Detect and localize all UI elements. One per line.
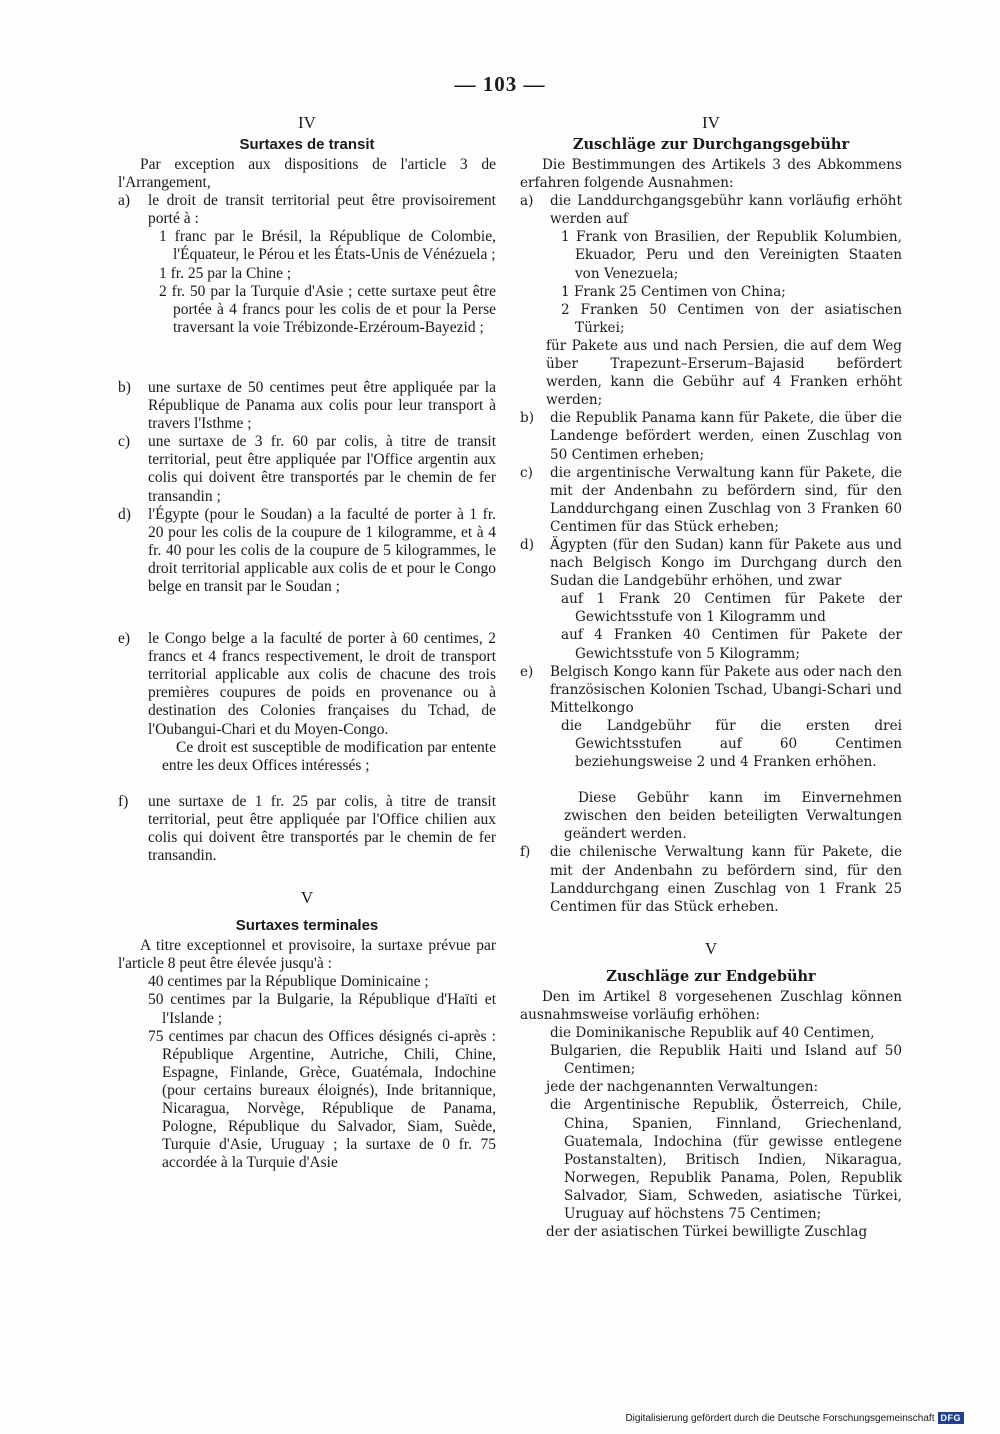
sub-item-note: für Pakete aus und nach Persien, die auf dem Weg über Trapezunt–Erserum–Bajasid befördert werden, kann die Gebühr auf 4 Franken erhöht werden; — [546, 337, 902, 409]
item-label: f) — [118, 792, 129, 810]
item-text: die chilenische Verwaltung kann für Pakete, die mit der Andenbahn zu befördern sind, für den Landdurchgang einen Zuschlag von 1 Frank 25 Centimen für das Stück erheben. — [550, 844, 902, 915]
terminal-line: 40 centimes par la République Dominicaine ; — [148, 973, 429, 991]
item-label: a) — [520, 193, 534, 210]
sub-item: 1 Frank 25 Centimen von China; — [561, 283, 786, 300]
dfg-logo-icon: DFG — [938, 1412, 965, 1424]
section-heading: Zuschläge zur Durchgangsgebühr — [572, 136, 850, 153]
item-label: b) — [118, 378, 131, 396]
sub-item: auf 1 Frank 20 Centimen für Pakete der Gewichtsstufe von 1 Kilogramm und — [561, 591, 902, 626]
item-text: die Republik Panama kann für Pakete, die über die Landenge befördert werden, einen Zuschlag von 50 Centimen erheben; — [550, 410, 902, 463]
item-text: Belgisch Kongo kann für Pakete aus oder nach den französischen Kolonien Tschad, Ubangi-Schari und Mittelkongo — [550, 663, 902, 716]
item-text: Ägypten (für den Sudan) kann für Pakete aus und nach Belgisch Kongo im Durchgang durch den Sudan die Landgebühr erhöhen, und zwar — [550, 536, 902, 590]
list-item-c — [520, 464, 902, 536]
terminal-line: die Dominikanische Republik auf 40 Centimen, — [550, 1025, 875, 1042]
section-numeral: IV — [702, 113, 720, 132]
item-label: a) — [118, 192, 131, 210]
credit-text: Digitalisierung gefördert durch die Deutsche Forschungsgemeinschaft — [625, 1412, 935, 1424]
list-item-d — [520, 536, 902, 590]
item-text: die Landdurchgangsgebühr kann vorläufig erhöht werden auf — [550, 193, 902, 228]
item-label: d) — [118, 505, 131, 523]
sub-item: 2 Franken 50 Centimen von der asiatischen Türkei; — [561, 301, 902, 336]
terminal-line: jede der nachgenannten Verwaltungen: — [546, 1079, 819, 1096]
section-numeral: IV — [298, 113, 316, 132]
item-label: e) — [520, 663, 534, 680]
item-label: d) — [520, 536, 535, 553]
section-intro: Die Bestimmungen des Artikels 3 des Abkommens erfahren folgende Ausnahmen: — [520, 157, 902, 192]
list-item-b — [118, 379, 496, 433]
item-label: f) — [520, 844, 531, 861]
item-note: Ce droit est susceptible de modification par entente entre les deux Offices intéressés ; — [162, 738, 496, 774]
section-heading: Zuschläge zur Endgebühr — [606, 967, 816, 985]
item-label: b) — [520, 410, 535, 427]
sub-item: auf 4 Franken 40 Centimen für Pakete der Gewichtsstufe von 5 Kilogramm; — [561, 627, 902, 662]
list-item-c — [118, 433, 496, 505]
list-item-b — [520, 409, 902, 463]
list-item-e — [118, 630, 496, 739]
sub-item: 2 fr. 50 par la Turquie d'Asie ; cette surtaxe peut être portée à 4 francs pour les colis de et pour la Perse traversant la voie Trébizonde-Erzéroum-Bayezid ; — [159, 282, 496, 336]
item-label: c) — [118, 433, 131, 451]
section-intro: Den im Artikel 8 vorgesehenen Zuschlag können ausnahmsweise vorläufig erhöhen: — [520, 988, 902, 1023]
item-label: c) — [520, 464, 533, 481]
item-text: l'Égypte (pour le Soudan) a la faculté de porter à 1 fr. 20 pour les colis de la coupure de 1 kilogramme, et à 4 fr. 40 pour les colis de la coupure de 5 kilogrammes, le droit territorial applicable aux colis de et pour le Congo belge en transit par le Soudan ; — [148, 505, 496, 595]
section-numeral: V — [704, 938, 718, 958]
section-intro: A titre exceptionnel et provisoire, la surtaxe prévue par l'article 8 peut être élevée jusqu'à : — [118, 937, 496, 973]
list-item-e — [520, 663, 902, 717]
terminal-line: Bulgarien, die Republik Haiti und Island auf 50 Centimen; — [550, 1043, 902, 1078]
list-item-f — [520, 843, 902, 915]
sub-item: 1 Frank von Brasilien, der Republik Kolumbien, Ekuador, Peru und den Vereinigten Staaten von Venezuela; — [561, 229, 902, 282]
sub-item: 1 franc par le Brésil, la République de Colombie, l'Équateur, le Pérou et les États-Unis de Vénézuela ; — [159, 228, 496, 264]
list-item-d — [118, 506, 496, 596]
section-heading: Surtaxes terminales — [235, 917, 379, 935]
terminal-line: 50 centimes par la Bulgarie, la République d'Haïti et l'Islande ; — [148, 991, 496, 1027]
sub-item: die Landgebühr für die ersten drei Gewichtsstufen auf 60 Centimen beziehungsweise 2 und 4 Franken erhöhen. — [561, 717, 902, 771]
section-numeral: V — [300, 888, 314, 908]
list-item-f — [118, 793, 496, 865]
terminal-line: 75 centimes par chacun des Offices désignés ci-après : République Argentine, Autriche, Chili, Chine, Espagne, Finlande, Grèce, Guatémala, Indochine (pour certains bureaux éloignés), Inde britannique, Nicaragua, Norvège, République de Panama, Pologne, République du Salvador, Siam, Suède, Turquie d'Asie, Uruguay ; la surtaxe de 0 fr. 75 accordée à la Turquie d'Asie — [148, 1027, 496, 1172]
terminal-line: der der asiatischen Türkei bewilligte Zuschlag — [546, 1224, 868, 1241]
section-intro: Par exception aux dispositions de l'article 3 de l'Arrangement, — [118, 156, 496, 192]
list-item-a — [520, 192, 902, 228]
digitization-credit — [625, 1412, 964, 1424]
item-text: une surtaxe de 1 fr. 25 par colis, à titre de transit territorial, peut être appliquée par l'Office chilien aux colis qui doivent être transportés par le chemin de fer transandin. — [148, 792, 496, 865]
page-number: — 103 — — [454, 72, 546, 96]
item-text: le droit de transit territorial peut être provisoirement porté à : — [148, 192, 496, 228]
section-heading: Surtaxes de transit — [239, 136, 375, 153]
list-item-a — [118, 192, 496, 228]
french-column — [118, 112, 496, 1172]
item-text: die argentinische Verwaltung kann für Pakete, die mit der Andenbahn zu befördern sind, für den Landdurchgang einen Zuschlag von 3 Franken 60 Centimen für das Stück erheben; — [550, 464, 902, 535]
item-text: le Congo belge a la faculté de porter à 60 centimes, 2 francs et 4 francs respectivement, le droit de transport territorial applicable aux colis de chacune des trois premières coupures de poids en provenance ou à destination des Colonies françaises du Tchad, de l'Oubangui-Chari et du Moyen-Congo. — [148, 630, 496, 738]
item-label: e) — [118, 630, 131, 648]
item-text: une surtaxe de 3 fr. 60 par colis, à titre de transit territorial, peut être appliquée par l'Office argentin aux colis qui doivent être transportés par le chemin de fer transandin ; — [148, 433, 496, 505]
german-column — [520, 112, 902, 1241]
terminal-line: die Argentinische Republik, Österreich, Chile, China, Spanien, Finnland, Griechenland, Guatemala, Indochina (für gewisse entlegene Postanstalten), Britisch Indien, Nikaragua, Norwegen, Republik Panama, Polen, Republik Salvador, Siam, Schweden, asiatische Türkei, Uruguay auf höchstens 75 Centimen; — [550, 1097, 902, 1222]
item-text: une surtaxe de 50 centimes peut être appliquée par la République de Panama aux colis pour leur transport à travers l'Isthme ; — [148, 378, 496, 433]
sub-item: 1 fr. 25 par la Chine ; — [159, 264, 292, 282]
item-note: Diese Gebühr kann im Einvernehmen zwischen den beiden beteiligten Verwaltungen geändert werden. — [564, 790, 902, 843]
